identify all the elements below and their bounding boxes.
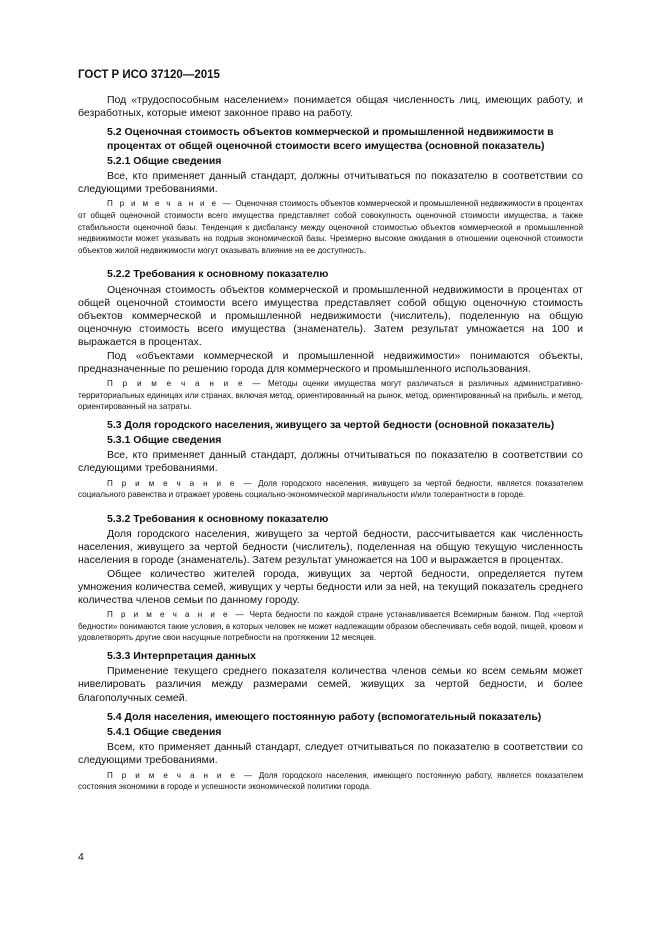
note-text: Черта бедности по каждой стране устанавливается Всемирным банком. Под «чертой бедности» понимаются такие условия, в которых человек не может надлежащим образом обеспечивать себя водой, пищей, кровом и удовлетворять другие свои насущные потребности на протяжении 12 месяцев.: [78, 610, 584, 643]
paragraph: Под «трудоспособным населением» понимается общая численность лиц, имеющих работу, и безработных, которые имеют законное право на работу.: [78, 94, 583, 120]
note-text: Доля городского населения, живущего за чертой бедности, является показателем социального равенства и отражает уровень социально-экономической маргинальности и/или толерантности в городе.: [78, 478, 584, 500]
note-text: Доля городского населения, имеющего постоянную работу, является показателем состояния экономики в городе и успешности экономической политики города.: [78, 770, 584, 792]
note-text: Оценочная стоимость объектов коммерческой и промышленной недвижимости в процентах от общей оценочной стоимости всего имущества представляет собой совокупность оценочной стоимости имущества, а также стабильности оценочной базы. Тенденция к дисбалансу между оценочной стоимостью объектов коммерческой и промышленной недвижимости может указывать на подрыв экономической базы. Чрезмерно высокие ожидания в отношении оценочной стоимости объектов жилой недвижимости могут оказывать влияние на ее доступность.: [78, 199, 583, 255]
note-label: П р и м е ч а н и е —: [107, 478, 254, 488]
paragraph: Все, кто применяет данный стандарт, должны отчитываться по показателю в соответствии со следующими требованиями.: [78, 449, 583, 475]
subsection-heading-5-3-1: 5.3.1 Общие сведения: [107, 434, 222, 446]
subsection-heading-5-2-2: 5.2.2 Требования к основному показателю: [107, 268, 329, 281]
subsection-heading-5-3-3: 5.3.3 Интерпретация данных: [107, 650, 256, 662]
paragraph: Всем, кто применяет данный стандарт, следует отчитываться по показателю в соответствии со следующими требованиями.: [78, 741, 583, 767]
paragraph: Под «объектами коммерческой и промышленной недвижимости» понимаются объекты, предназначенные по решению города для коммерческого и промышленного использования.: [78, 349, 583, 375]
paragraph: Применение текущего среднего показателя количества членов семьи ко всем семьям может нивелировать различия между размерами семей, живущих за чертой бедности, и более благополучных семей.: [78, 665, 583, 704]
note-label: П р и м е ч а н и е —: [107, 199, 234, 209]
note: [78, 609, 583, 644]
section-heading-5-4: 5.4 Доля населения, имеющего постоянную работу (вспомогательный показатель): [107, 710, 542, 723]
subsection-heading-5-2-1: 5.2.1 Общие сведения: [107, 154, 222, 167]
section-heading-5-3: 5.3 Доля городского населения, живущего за чертой бедности (основной показатель): [107, 418, 555, 431]
subsection-heading-5-3-2: 5.3.2 Требования к основному показателю: [107, 512, 329, 525]
note: [78, 198, 583, 256]
note-label: П р и м е ч а н и е —: [107, 379, 263, 389]
page-body: [78, 94, 583, 793]
page-number: 4: [78, 851, 84, 863]
note-label: П р и м е ч а н и е —: [107, 610, 247, 620]
paragraph: Все, кто применяет данный стандарт, должны отчитываться по показателю в соответствии со следующими требованиями.: [78, 170, 583, 196]
paragraph: Доля городского населения, живущего за чертой бедности, рассчитывается как численность населения, живущего за чертой бедности (числитель), поделенная на общую текущую численность населения в городе (знаменатель). Затем результат умножается на 100 и выражается в процентах.: [78, 528, 583, 567]
note: [78, 478, 583, 501]
section-heading-5-2: 5.2 Оценочная стоимость объектов коммерческой и промышленной недвижимости в процентах от общей оценочной стоимости всего имущества (основной показатель): [107, 126, 554, 152]
paragraph: Оценочная стоимость объектов коммерческой и промышленной недвижимости в процентах от общей оценочной стоимости всего имущества представляет собой общую оценочную стоимость объектов коммерческой и промышленной недвижимости (числитель), поделенную на общую оценочную стоимость всего имущества (знаменатель). Затем результат умножается на 100 и выражается в процентах.: [78, 283, 583, 349]
note-label: П р и м е ч а н и е —: [107, 770, 255, 780]
subsection-heading-5-4-1: 5.4.1 Общие сведения: [107, 726, 222, 739]
note-text: Методы оценки имущества могут различаться в различных административно-территориальных единицах или странах, включая метод, ориентированный на рынок, метод, ориентированный на прибыль, и метод, ориентированный на затраты.: [78, 379, 584, 412]
document-header: ГОСТ Р ИСО 37120—2015: [78, 69, 220, 81]
note: [78, 770, 583, 793]
note: [78, 378, 583, 413]
paragraph: Общее количество жителей города, живущих за чертой бедности, определяется путем умножения количества семей, живущих у черты бедности или за ней, на текущий показатель среднего количества членов семьи по данному городу.: [78, 567, 583, 607]
